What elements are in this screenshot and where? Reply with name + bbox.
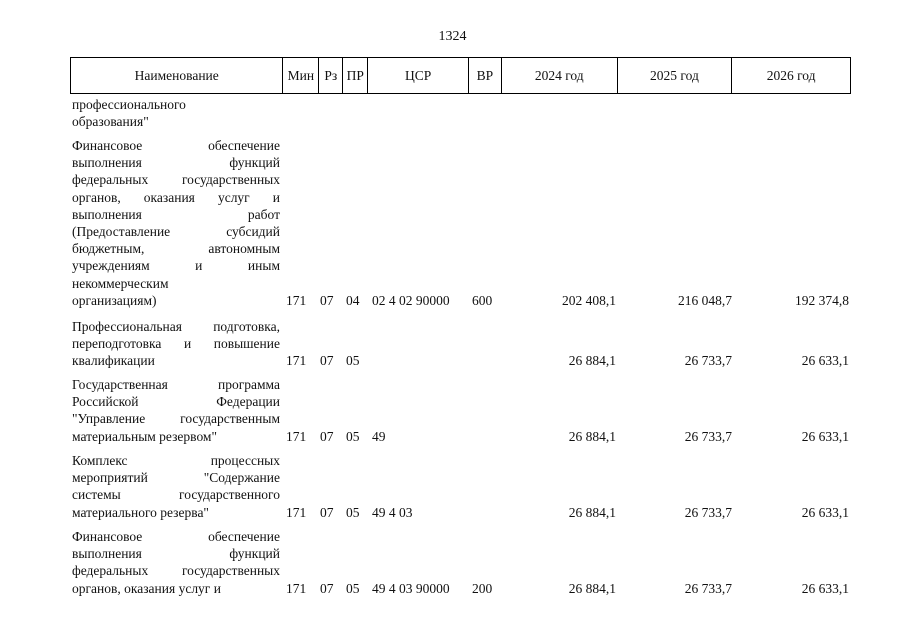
row-name-line: "Управление государственным	[72, 411, 280, 427]
row-name-line: Комплекс процессных	[72, 453, 280, 468]
row-name-line: федеральных государственных	[72, 172, 280, 188]
cell-rz: 07	[320, 353, 334, 369]
row-name-line: учреждениям и иным	[72, 258, 280, 274]
row-name-line: федеральных государственных	[72, 563, 280, 579]
cell-pr: 05	[346, 428, 360, 444]
row-name-line: мероприятий "Содержание	[72, 470, 280, 486]
table-header	[70, 57, 851, 94]
cell-csr: 49 4 03 90000	[372, 580, 450, 596]
row-name-line: выполнения работ	[72, 206, 280, 222]
cell-y2024: 26 884,1	[568, 353, 616, 369]
cell-min: 171	[286, 292, 307, 308]
cell-min: 171	[286, 504, 307, 520]
header-rz: Рз	[319, 58, 343, 93]
row-name	[72, 528, 280, 597]
row-name	[72, 452, 280, 521]
header-csr: ЦСР	[368, 58, 469, 93]
header-2026: 2026 год	[766, 67, 816, 83]
row-name-line: (Предоставление субсидий	[72, 224, 280, 240]
row-name-line: системы государственного	[72, 487, 280, 503]
row-name-line: выполнения функций	[72, 155, 280, 171]
header-vr: ВР	[469, 58, 502, 93]
cell-y2026: 26 633,1	[801, 580, 849, 596]
row-name-line: Финансовое обеспечение	[72, 529, 280, 544]
row-name-line: материальным резервом"	[72, 428, 217, 444]
cell-vr: 600	[472, 292, 493, 308]
row-name	[72, 96, 280, 130]
cell-min: 171	[286, 580, 307, 596]
cell-rz: 07	[320, 292, 334, 308]
cell-pr: 05	[346, 504, 360, 520]
cell-y2026: 192 374,8	[795, 292, 849, 308]
cell-y2025: 26 733,7	[684, 353, 732, 369]
row-name-line: образования"	[72, 114, 149, 130]
row-name	[72, 137, 280, 309]
cell-rz: 07	[320, 580, 334, 596]
row-name	[72, 318, 280, 370]
cell-vr: 200	[472, 580, 493, 596]
row-name-line: некоммерческим	[72, 275, 169, 291]
cell-y2025: 26 733,7	[684, 504, 732, 520]
cell-y2025: 26 733,7	[684, 428, 732, 444]
row-name-line: органов, оказания услуг и	[72, 580, 221, 596]
cell-y2024: 26 884,1	[568, 428, 616, 444]
header-2024: 2024 год	[502, 58, 618, 93]
row-name-line: организациям)	[72, 292, 157, 308]
row-name-line: выполнения функций	[72, 546, 280, 562]
row-name-line: Государственная программа	[72, 377, 280, 392]
page-number: 1324	[438, 29, 467, 44]
row-name-line: бюджетным, автономным	[72, 241, 280, 257]
cell-rz: 07	[320, 504, 334, 520]
header-pr: ПР	[343, 58, 368, 93]
cell-y2024: 26 884,1	[568, 580, 616, 596]
cell-csr: 49 4 03	[372, 504, 413, 520]
cell-y2026: 26 633,1	[801, 504, 849, 520]
cell-pr: 05	[346, 580, 360, 596]
row-name-line: Финансовое обеспечение	[72, 138, 280, 153]
cell-y2026: 26 633,1	[801, 428, 849, 444]
row-name-line: органов, оказания услуг и	[72, 189, 280, 205]
cell-csr: 49	[372, 428, 386, 444]
cell-y2025: 216 048,7	[678, 292, 732, 308]
cell-y2024: 202 408,1	[562, 292, 616, 308]
cell-min: 171	[286, 353, 307, 369]
row-name-line: материального резерва"	[72, 504, 209, 520]
cell-y2026: 26 633,1	[801, 353, 849, 369]
header-min: Мин	[283, 58, 319, 93]
row-name-line: Профессиональная подготовка,	[72, 319, 280, 334]
row-name-line: переподготовка и повышение	[72, 336, 280, 352]
cell-y2025: 26 733,7	[684, 580, 732, 596]
cell-min: 171	[286, 428, 307, 444]
row-name	[72, 376, 280, 445]
cell-y2024: 26 884,1	[568, 504, 616, 520]
cell-rz: 07	[320, 428, 334, 444]
row-name-line: квалификации	[72, 353, 155, 369]
cell-csr: 02 4 02 90000	[372, 292, 450, 308]
cell-pr: 05	[346, 353, 360, 369]
cell-pr: 04	[346, 292, 360, 308]
header-2025: 2025 год	[618, 58, 733, 93]
row-name-line: Российской Федерации	[72, 394, 280, 410]
header-name: Наименование	[71, 58, 283, 93]
row-name-line: профессионального	[72, 97, 186, 112]
